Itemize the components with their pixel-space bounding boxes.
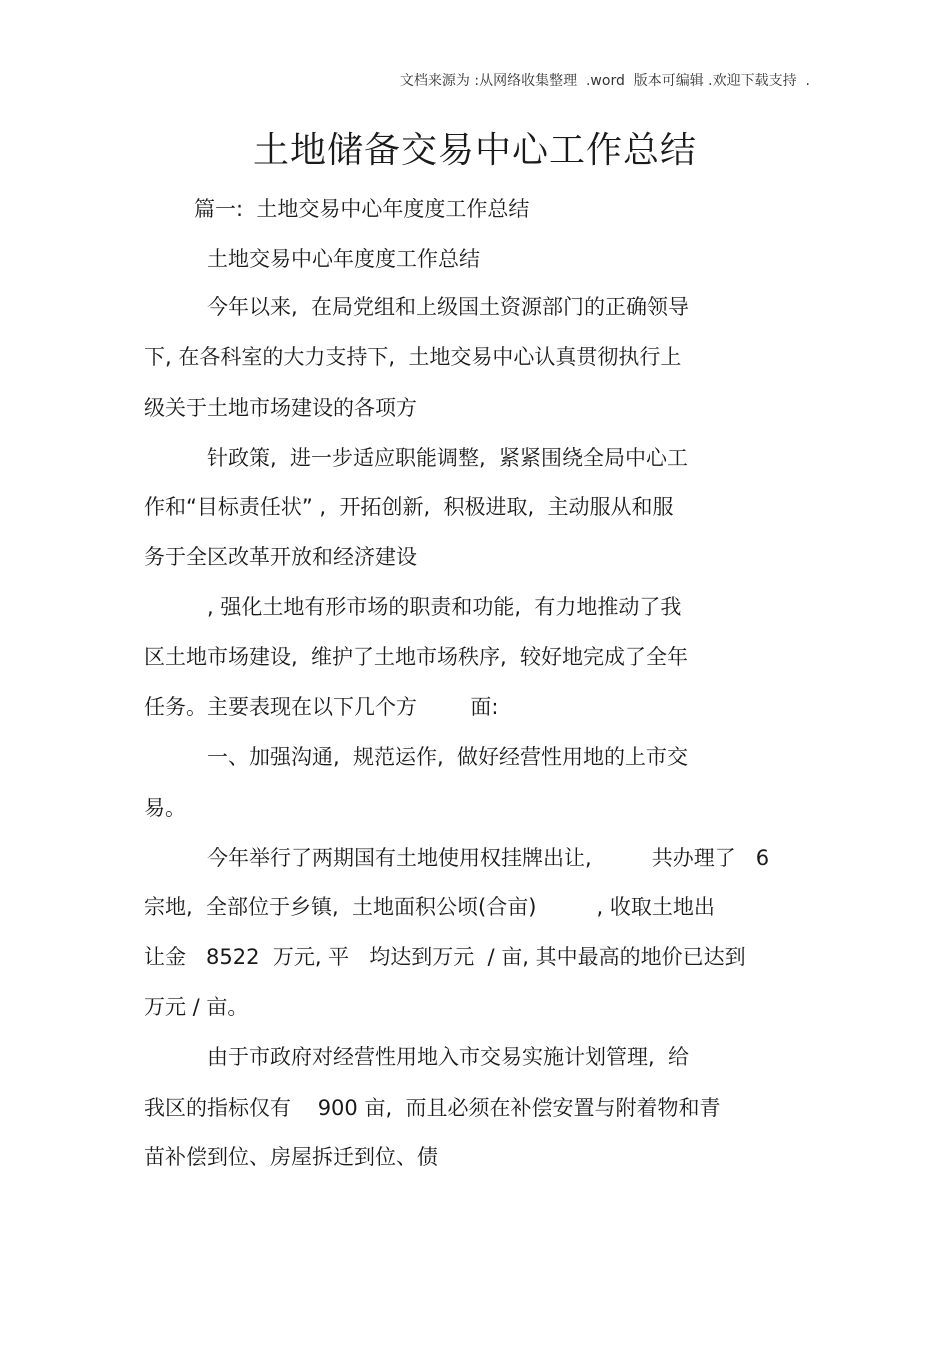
text-line: 我区的指标仅有 900 亩, 而且必须在补偿安置与附着物和青 [144, 1096, 721, 1120]
text-line: 易。 [144, 796, 186, 820]
text-line: 篇一: 土地交易中心年度度工作总结 [194, 197, 530, 221]
text-line: , 强化土地有形市场的职责和功能, 有力地推动了我 [207, 595, 682, 619]
text-line: 今年举行了两期国有土地使用权挂牌出让, 共办理了 6 [207, 846, 770, 870]
text-line: 任务。主要表现在以下几个方 面: [144, 695, 499, 719]
text-line: 宗地, 全部位于乡镇, 土地面积公顷(合亩) , 收取土地出 [144, 895, 715, 919]
text-line: 一、加强沟通, 规范运作, 做好经营性用地的上市交 [207, 745, 689, 769]
source-note: 文档来源为 :从网络收集整理 .word 版本可编辑 .欢迎下载支持 . [399, 73, 810, 89]
text-line: 作和“目标责任状” , 开拓创新, 积极进取, 主动服从和服 [144, 495, 674, 519]
text-line: 针政策, 进一步适应职能调整, 紧紧围绕全局中心工 [207, 446, 689, 470]
text-line: 让金 8522 万元, 平 均达到万元 / 亩, 其中最高的地价已达到 [144, 945, 746, 969]
text-line: 土地交易中心年度度工作总结 [207, 247, 480, 271]
text-line: 区土地市场建设, 维护了土地市场秩序, 较好地完成了全年 [144, 645, 689, 669]
text-line: 务于全区改革开放和经济建设 [144, 545, 417, 569]
text-line: 今年以来, 在局党组和上级国土资源部门的正确领导 [207, 295, 690, 319]
text-line: 万元 / 亩。 [144, 995, 249, 1019]
text-line: 由于市政府对经营性用地入市交易实施计划管理, 给 [207, 1045, 690, 1069]
text-line: 级关于土地市场建设的各项方 [144, 396, 417, 420]
text-line: 苗补偿到位、房屋拆迁到位、债 [144, 1145, 438, 1169]
page-title: 土地储备交易中心工作总结 [252, 130, 697, 171]
text-line: 下, 在各科室的大力支持下, 土地交易中心认真贯彻执行上 [144, 345, 682, 369]
